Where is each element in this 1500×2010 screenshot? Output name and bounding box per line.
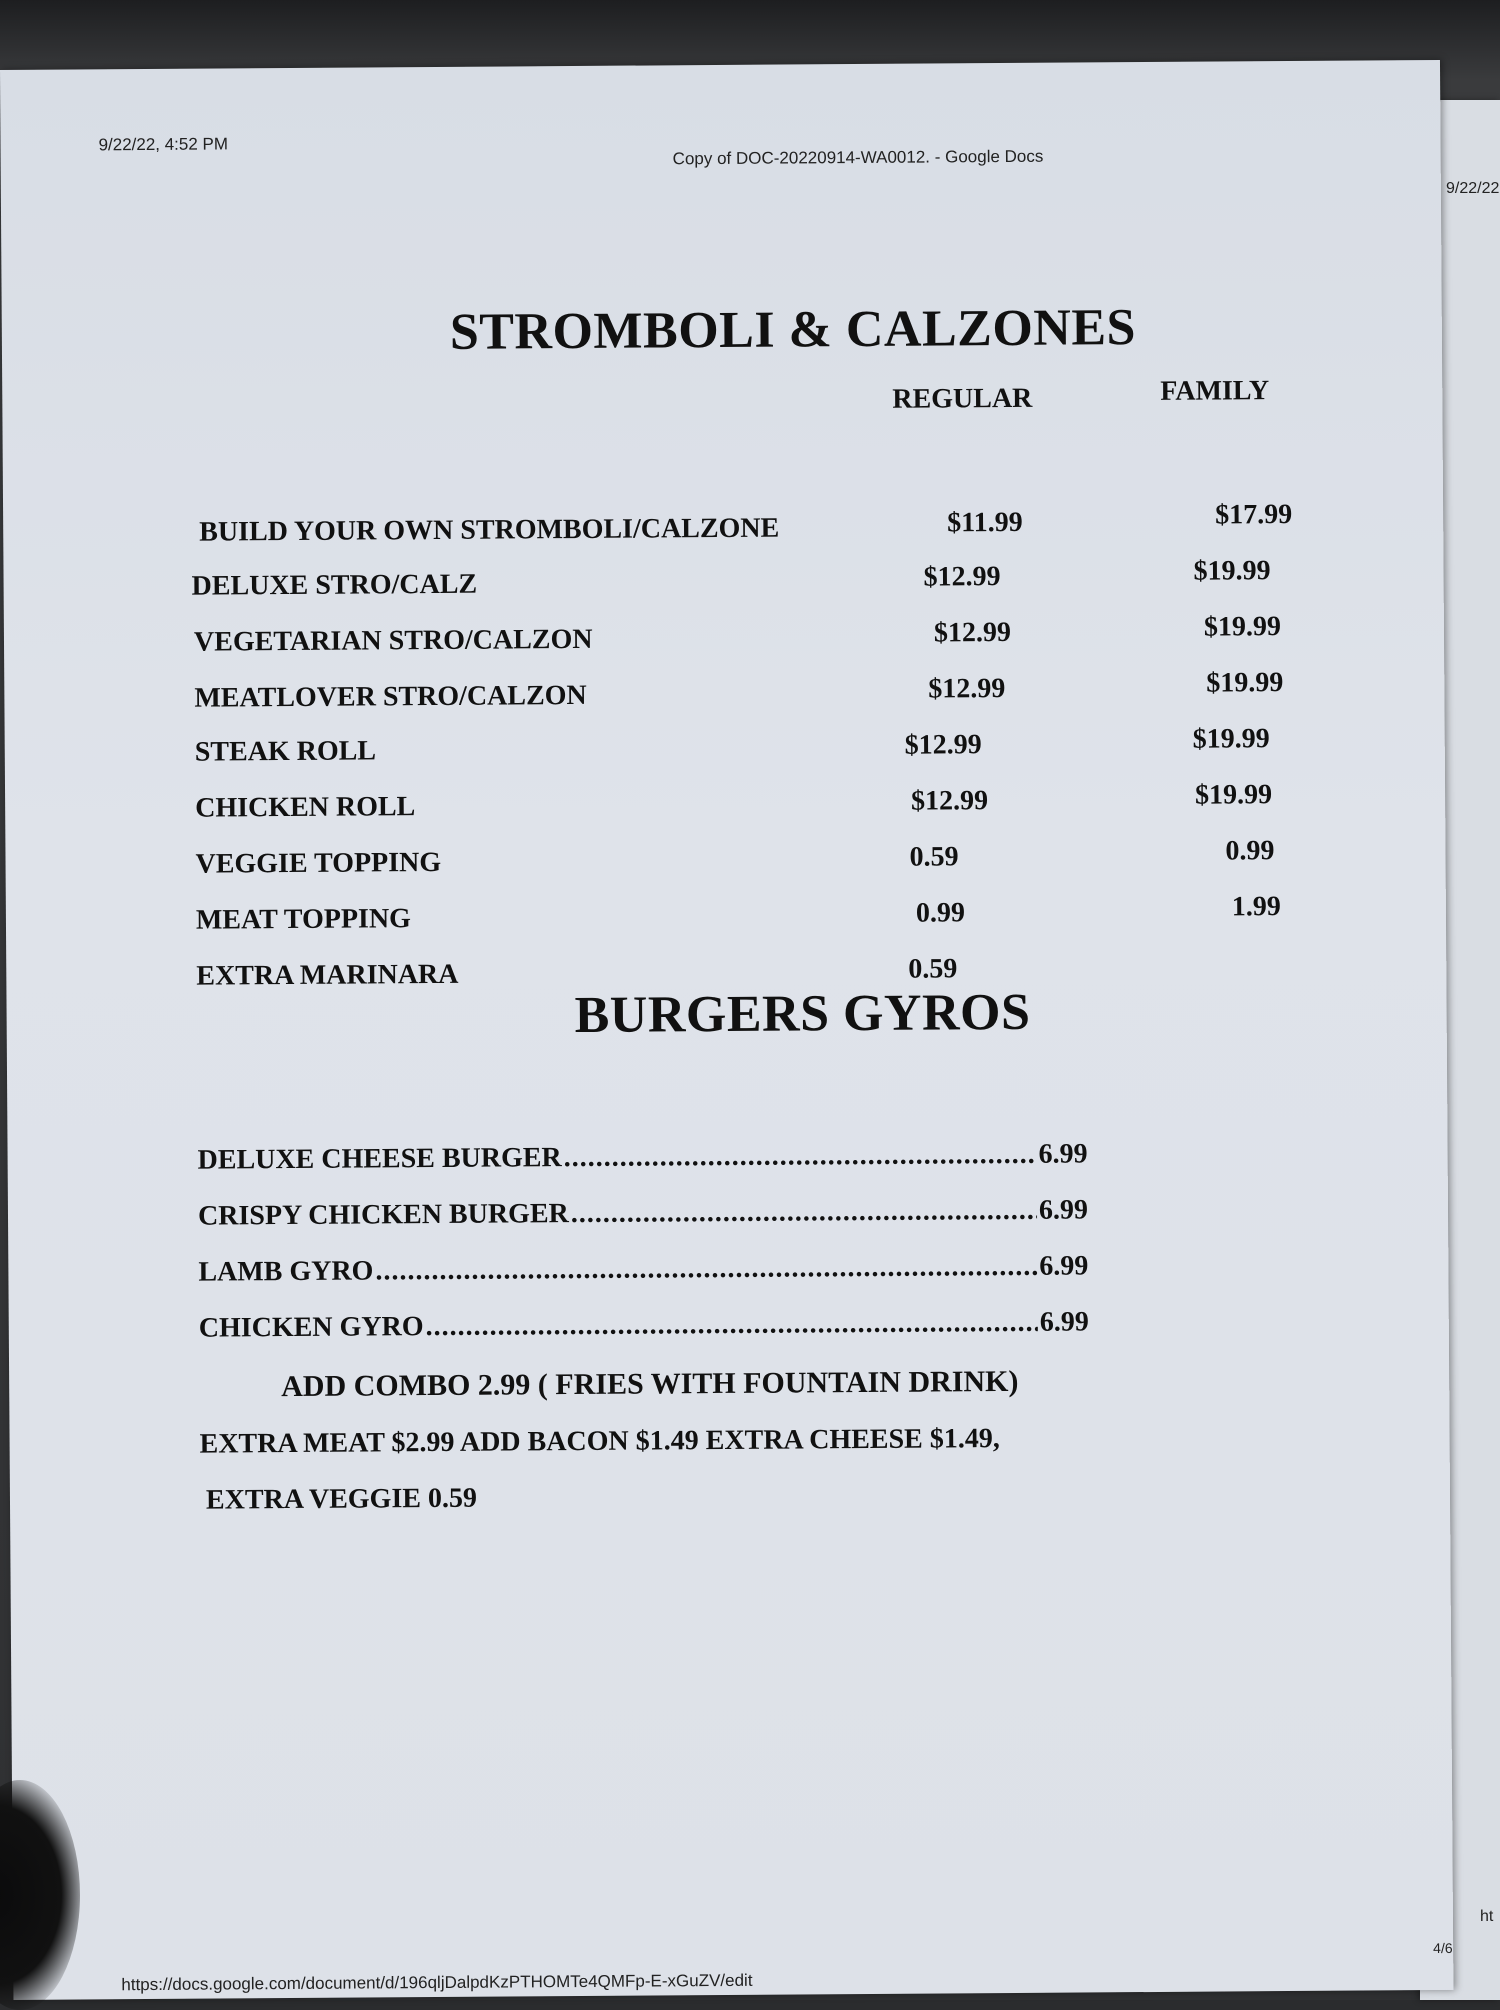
dot-leader bbox=[564, 1139, 1037, 1174]
family-column-header: FAMILY bbox=[1160, 375, 1270, 407]
family-price: 0.99 bbox=[1225, 835, 1275, 867]
dot-leader bbox=[375, 1251, 1037, 1288]
family-price: $17.99 bbox=[1215, 498, 1293, 531]
adjacent-page-date: 9/22/22 bbox=[1446, 180, 1500, 197]
burger-menu-row bbox=[199, 1306, 1089, 1344]
family-price: $19.99 bbox=[1206, 667, 1284, 699]
burger-item-name: CHICKEN GYRO bbox=[198, 1311, 424, 1344]
burger-item-price: 6.99 bbox=[1039, 1306, 1089, 1338]
menu-item-name: BUILD YOUR OWN STROMBOLI/CALZONE bbox=[199, 512, 780, 548]
menu-item-name: VEGGIE TOPPING bbox=[195, 846, 442, 880]
menu-item-name: VEGETARIAN STRO/CALZON bbox=[193, 623, 593, 658]
document-title: Copy of DOC-20220914-WA0012. - Google Docs bbox=[672, 146, 1044, 169]
regular-price: 0.59 bbox=[909, 841, 959, 873]
extras-note-line-2: EXTRA VEGGIE 0.59 bbox=[205, 1482, 478, 1516]
family-price: 1.99 bbox=[1231, 891, 1281, 923]
regular-price: 0.59 bbox=[908, 953, 958, 985]
family-price: $19.99 bbox=[1203, 611, 1282, 643]
family-price: $19.99 bbox=[1194, 779, 1273, 811]
burger-item-name: LAMB GYRO bbox=[198, 1255, 374, 1288]
print-date: 9/22/22, 4:52 PM bbox=[98, 134, 229, 155]
menu-item-name: DELUXE STRO/CALZ bbox=[191, 568, 478, 602]
page-number: 4/6 bbox=[1433, 1939, 1453, 1957]
document-url: https://docs.google.com/document/d/196qljDalpdKzPTHOMTe4QMFp-E-xGuZV/edit bbox=[121, 1970, 753, 1995]
stromboli-section-title: STROMBOLI & CALZONES bbox=[449, 299, 1137, 361]
dot-leader bbox=[425, 1307, 1037, 1343]
dot-leader bbox=[571, 1195, 1037, 1230]
family-price: $19.99 bbox=[1193, 555, 1271, 587]
regular-price: $12.99 bbox=[904, 729, 982, 761]
burger-item-name: DELUXE CHEESE BURGER bbox=[197, 1142, 562, 1176]
menu-item-name: EXTRA MARINARA bbox=[196, 958, 459, 992]
regular-price: 0.99 bbox=[915, 897, 966, 929]
regular-price: $12.99 bbox=[928, 672, 1006, 705]
menu-page bbox=[0, 60, 1453, 2000]
burger-item-price: 6.99 bbox=[1038, 1138, 1088, 1170]
regular-price: $12.99 bbox=[923, 561, 1001, 593]
regular-column-header: REGULAR bbox=[892, 382, 1033, 415]
menu-item-name: MEAT TOPPING bbox=[195, 903, 412, 936]
family-price: $19.99 bbox=[1192, 723, 1270, 755]
menu-item-name: CHICKEN ROLL bbox=[195, 791, 416, 824]
menu-item-name: MEATLOVER STRO/CALZON bbox=[194, 679, 587, 714]
burger-item-name: CRISPY CHICKEN BURGER bbox=[197, 1198, 569, 1232]
adjacent-page-footer: ht bbox=[1480, 1908, 1494, 1925]
burger-item-price: 6.99 bbox=[1038, 1194, 1089, 1226]
menu-item-name: STEAK ROLL bbox=[194, 735, 377, 768]
burger-menu-row bbox=[198, 1138, 1088, 1176]
burger-menu-row bbox=[198, 1194, 1088, 1232]
extras-note-line-1: EXTRA MEAT $2.99 ADD BACON $1.49 EXTRA CHEESE $1.49, bbox=[199, 1423, 1000, 1460]
regular-price: $11.99 bbox=[947, 506, 1023, 539]
regular-price: $12.99 bbox=[911, 785, 989, 817]
regular-price: $12.99 bbox=[933, 616, 1012, 649]
burger-item-price: 6.99 bbox=[1039, 1250, 1089, 1282]
burger-menu-row bbox=[198, 1250, 1088, 1288]
combo-note: ADD COMBO 2.99 ( FRIES WITH FOUNTAIN DRINK) bbox=[281, 1364, 1019, 1404]
burgers-section-title: BURGERS GYROS bbox=[574, 983, 1031, 1045]
